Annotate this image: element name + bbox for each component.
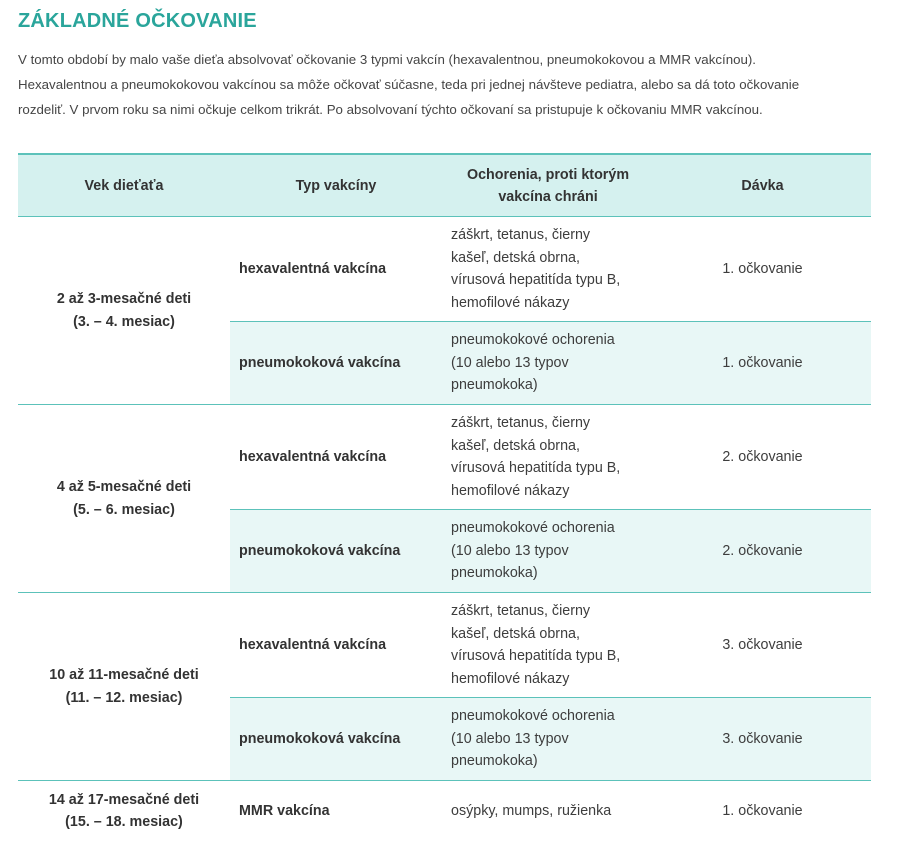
- age-cell: [18, 781, 230, 842]
- disease-line: pneumokoka): [451, 753, 538, 770]
- intro-line: V tomto období by malo vaše dieťa absolvovať očkovanie 3 typmi vakcín (hexavalentnou, pneumokokovou a MMR vakcínou).: [18, 52, 757, 67]
- header-diseases-line: vakcína chráni: [498, 188, 598, 205]
- disease-line: vírusová hepatitída typu B,: [451, 648, 621, 664]
- vaccination-table: [18, 153, 871, 841]
- dose-cell: 2. očkovanie: [654, 510, 871, 593]
- age-label: 10 až 11-mesačné deti: [49, 667, 199, 683]
- vaccine-type: pneumokoková vakcína: [230, 322, 442, 405]
- disease-line: kašeľ, detská obrna,: [451, 625, 580, 642]
- disease-line: vírusová hepatitída typu B,: [451, 272, 621, 288]
- dose-cell: 1. očkovanie: [722, 802, 803, 819]
- disease-line: kašeľ, detská obrna,: [451, 437, 580, 454]
- header-diseases: [442, 154, 654, 217]
- diseases-cell: [442, 322, 654, 405]
- table-header-row: [18, 154, 871, 217]
- age-label: 14 až 17-mesačné deti: [48, 791, 200, 808]
- age-cell: [18, 217, 230, 405]
- disease-line: záškrt, tetanus, čierny: [451, 227, 591, 243]
- age-label: 4 až 5-mesačné deti: [56, 479, 192, 495]
- disease-line: hemofilové nákazy: [451, 670, 570, 687]
- age-cell: [18, 593, 230, 781]
- diseases-cell: [442, 217, 654, 322]
- header-diseases-line: Ochorenia, proti ktorým: [466, 166, 630, 183]
- disease-line: záškrt, tetanus, čierny: [451, 603, 591, 619]
- disease-line: (10 alebo 13 typov: [451, 354, 569, 371]
- header-type: Typ vakcíny: [230, 154, 442, 217]
- age-months: (5. – 6. mesiac): [73, 501, 175, 518]
- disease-line: vírusová hepatitída typu B,: [451, 460, 621, 476]
- disease-line: (10 alebo 13 typov: [451, 730, 569, 747]
- age-months: (11. – 12. mesiac): [65, 689, 183, 706]
- table-row: [18, 405, 871, 510]
- intro-line: Hexavalentnou a pneumokokovou vakcínou sa môže očkovať súčasne, teda pri jednej návšteve pediatra, alebo sa dá toto očkovanie: [18, 77, 800, 92]
- page-title: ZÁKLADNÉ OČKOVANIE: [18, 10, 257, 32]
- disease-line: pneumokoka): [451, 565, 538, 582]
- intro-line: rozdeliť. V prvom roku sa nimi očkuje celkom trikrát. Po absolvovaní týchto očkovaní sa pristupuje k očkovaniu MMR vakcínou.: [18, 102, 763, 117]
- vaccine-type: pneumokoková vakcína: [230, 698, 442, 781]
- diseases-cell: [442, 781, 654, 842]
- disease-line: osýpky, mumps, ružienka: [451, 802, 612, 819]
- dose-cell: 3. očkovanie: [654, 698, 871, 781]
- disease-line: pneumokokové ochorenia: [451, 332, 615, 349]
- disease-line: pneumokokové ochorenia: [451, 708, 615, 725]
- dose-cell: 1. očkovanie: [654, 322, 871, 405]
- diseases-cell: [442, 405, 654, 510]
- age-months: (15. – 18. mesiac): [65, 814, 183, 830]
- table-row: [18, 781, 871, 842]
- diseases-cell: [442, 593, 654, 698]
- diseases-cell: [442, 510, 654, 593]
- age-label: 2 až 3-mesačné deti: [56, 291, 192, 307]
- disease-line: kašeľ, detská obrna,: [451, 249, 580, 266]
- disease-line: (10 alebo 13 typov: [451, 542, 569, 559]
- dose-cell: 2. očkovanie: [654, 405, 871, 510]
- disease-line: pneumokoka): [451, 377, 538, 394]
- header-dose: Dávka: [654, 154, 871, 217]
- disease-line: pneumokokové ochorenia: [451, 520, 615, 537]
- vaccine-type: hexavalentná vakcína: [230, 405, 442, 510]
- intro-paragraph: [18, 47, 898, 122]
- header-age: Vek dieťaťa: [18, 154, 230, 217]
- disease-line: hemofilové nákazy: [451, 294, 570, 311]
- vaccine-type: hexavalentná vakcína: [230, 217, 442, 322]
- vaccine-type: MMR vakcína: [239, 802, 330, 819]
- age-cell: [18, 405, 230, 593]
- age-months: (3. – 4. mesiac): [73, 313, 175, 330]
- vaccine-type: pneumokoková vakcína: [230, 510, 442, 593]
- dose-cell: 1. očkovanie: [654, 217, 871, 322]
- vaccine-type: hexavalentná vakcína: [230, 593, 442, 698]
- table-row: [18, 593, 871, 698]
- disease-line: hemofilové nákazy: [451, 482, 570, 499]
- disease-line: záškrt, tetanus, čierny: [451, 415, 591, 431]
- table-row: [18, 217, 871, 322]
- diseases-cell: [442, 698, 654, 781]
- dose-cell: 3. očkovanie: [654, 593, 871, 698]
